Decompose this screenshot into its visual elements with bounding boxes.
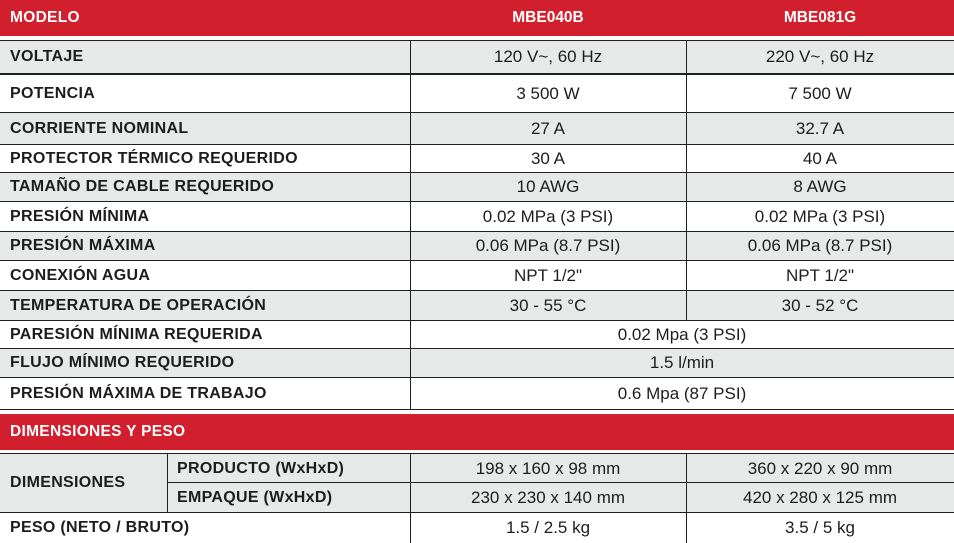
empaque-value-b: 420 x 280 x 125 mm — [742, 487, 898, 507]
row-label: TAMAÑO DE CABLE REQUERIDO — [10, 178, 275, 195]
row-value-b: 32.7 A — [795, 118, 845, 138]
table-row — [0, 113, 954, 144]
row-label: CORRIENTE NOMINAL — [10, 119, 189, 137]
row-value-shared: 1.5 l/min — [649, 353, 715, 372]
section-title: DIMENSIONES Y PESO — [10, 423, 186, 440]
row-value-b: 7 500 W — [788, 83, 852, 103]
row-label: TEMPERATURA DE OPERACIÓN — [10, 296, 267, 314]
table-row — [0, 202, 954, 231]
row-value-shared: 0.02 Mpa (3 PSI) — [617, 324, 747, 344]
row-value-a: 0.06 MPa (8.7 PSI) — [475, 236, 621, 255]
row-label: FLUJO MÍNIMO REQUERIDO — [10, 354, 235, 371]
section-header — [0, 414, 954, 450]
row-value-a: 30 - 55 °C — [509, 295, 587, 315]
row-value-a: NPT 1/2" — [513, 265, 583, 285]
header-model-b: MBE081G — [783, 9, 857, 26]
row-value-shared: 0.6 Mpa (87 PSI) — [617, 383, 747, 403]
row-label: POTENCIA — [10, 84, 96, 102]
table-row — [0, 349, 954, 377]
table-row — [0, 321, 954, 348]
dimensions-block — [0, 454, 954, 512]
peso-value-b: 3.5 / 5 kg — [785, 518, 855, 537]
row-value-a: 0.02 MPa (3 PSI) — [482, 206, 614, 226]
row-value-a: 3 500 W — [516, 83, 580, 103]
row-label: PRESIÓN MÁXIMA DE TRABAJO — [10, 384, 267, 402]
table-row — [0, 513, 954, 543]
table-row — [0, 232, 954, 260]
row-label: VOLTAJE — [10, 48, 84, 65]
table-row — [0, 145, 954, 172]
row-value-a: 120 V~, 60 Hz — [493, 47, 603, 66]
table-row — [0, 75, 954, 112]
table-row — [0, 173, 954, 201]
row-value-a: 30 A — [530, 148, 566, 168]
table-row — [0, 291, 954, 320]
peso-value-a: 1.5 / 2.5 kg — [505, 518, 591, 537]
row-value-b: 30 - 52 °C — [781, 295, 859, 315]
row-value-b: 0.02 MPa (3 PSI) — [754, 206, 886, 226]
empaque-label: EMPAQUE (WxHxD) — [177, 488, 333, 506]
row-value-b: NPT 1/2" — [785, 265, 855, 285]
dimensions-label: DIMENSIONES — [10, 474, 126, 491]
row-value-a: 27 A — [530, 118, 566, 138]
row-value-b: 0.06 MPa (8.7 PSI) — [747, 236, 893, 255]
row-label: PRESIÓN MÁXIMA — [10, 237, 156, 254]
row-label: PARESIÓN MÍNIMA REQUERIDA — [10, 325, 263, 343]
row-value-b: 40 A — [802, 148, 838, 168]
table-row — [0, 378, 954, 409]
producto-value-b: 360 x 220 x 90 mm — [747, 458, 893, 478]
row-value-b: 220 V~, 60 Hz — [765, 47, 875, 66]
row-label: CONEXIÓN AGUA — [10, 266, 151, 284]
row-value-b: 8 AWG — [793, 177, 847, 196]
table-row — [0, 261, 954, 290]
header-label: MODELO — [10, 9, 80, 26]
row-label: PROTECTOR TÉRMICO REQUERIDO — [10, 149, 298, 167]
header-model-a: MBE040B — [512, 9, 584, 26]
peso-label: PESO (NETO / BRUTO) — [10, 519, 190, 536]
producto-value-a: 198 x 160 x 98 mm — [475, 458, 621, 478]
table-row — [0, 41, 954, 73]
empaque-value-a: 230 x 230 x 140 mm — [470, 487, 626, 507]
table-header — [0, 0, 954, 36]
row-label: PRESIÓN MÍNIMA — [10, 207, 150, 225]
producto-label: PRODUCTO (WxHxD) — [177, 459, 345, 477]
row-value-a: 10 AWG — [516, 177, 580, 196]
